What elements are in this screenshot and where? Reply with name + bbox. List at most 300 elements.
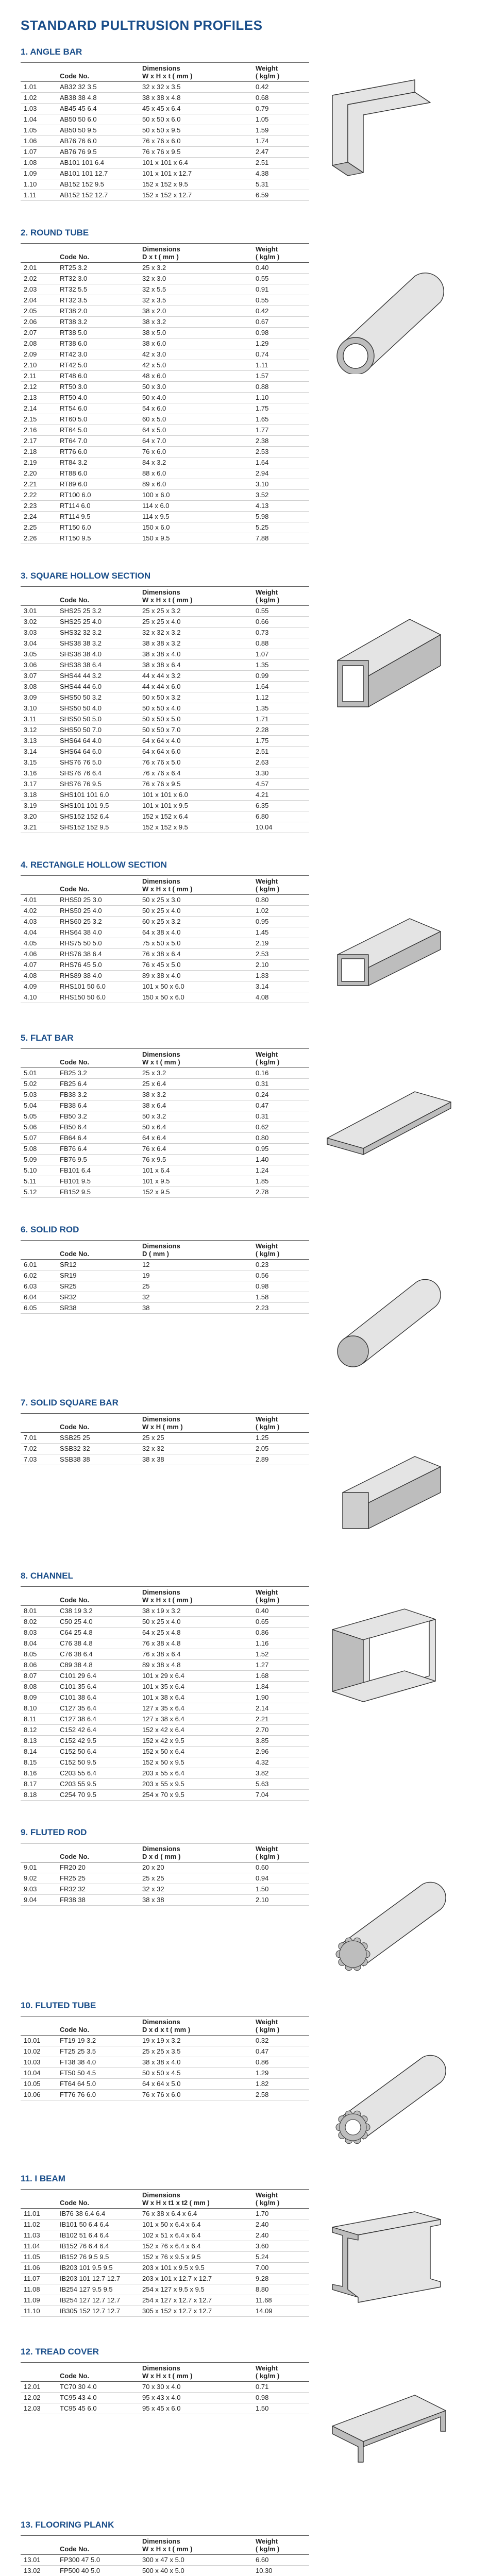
solid-square-bar-icon	[312, 1426, 466, 1544]
round-tube-icon	[312, 256, 466, 374]
dimensions: 45 x 45 x 6.4	[139, 104, 252, 114]
column-header: Weight ( kg/m )	[252, 1843, 309, 1862]
table-header-row	[21, 1414, 309, 1433]
item-number: 8.10	[21, 1703, 57, 1714]
code-number: SHS25 25 3.2	[57, 606, 139, 617]
code-number: FB64 6.4	[57, 1133, 139, 1144]
profile-drawing	[309, 1586, 468, 1717]
code-number: SHS50 50 3.2	[57, 692, 139, 703]
table-row	[21, 2036, 309, 2046]
code-number: SHS32 32 3.2	[57, 628, 139, 638]
weight: 2.96	[252, 1747, 309, 1757]
item-number: 8.07	[21, 1671, 57, 1682]
table-row	[21, 822, 309, 833]
column-header: Dimensions W x H x t ( mm )	[139, 2536, 252, 2555]
dimensions: 32 x 32 x 3.5	[139, 82, 252, 93]
dimensions: 70 x 30 x 4.0	[139, 2382, 252, 2393]
table-row	[21, 2209, 309, 2219]
code-number: IB76 38 6.4 6.4	[57, 2209, 139, 2219]
table-row	[21, 2252, 309, 2263]
column-header	[21, 1843, 57, 1862]
table-row	[21, 533, 309, 544]
dimensions: 25 x 6.4	[139, 1079, 252, 1090]
weight: 0.74	[252, 349, 309, 360]
weight: 1.65	[252, 414, 309, 425]
code-number: RT76 6.0	[57, 447, 139, 457]
weight: 1.29	[252, 2068, 309, 2079]
dimensions: 60 x 25 x 3.2	[139, 917, 252, 927]
column-header	[21, 2190, 57, 2209]
item-number: 2.21	[21, 479, 57, 490]
item-number: 8.18	[21, 1790, 57, 1801]
item-number: 8.01	[21, 1606, 57, 1617]
code-number: SHS76 76 5.0	[57, 757, 139, 768]
item-number: 6.04	[21, 1292, 57, 1303]
sections-container	[21, 47, 468, 2576]
item-number: 8.02	[21, 1617, 57, 1628]
column-header: Weight ( kg/m )	[252, 1414, 309, 1433]
table-row	[21, 2263, 309, 2274]
item-number: 3.07	[21, 671, 57, 682]
dimensions: 76 x 76 x 6.4	[139, 768, 252, 779]
column-header: Weight ( kg/m )	[252, 1241, 309, 1260]
dimensions: 42 x 5.0	[139, 360, 252, 371]
angle-inner	[348, 92, 430, 173]
weight: 1.52	[252, 1649, 309, 1660]
table-row	[21, 1292, 309, 1303]
item-number: 1.04	[21, 114, 57, 125]
item-number: 12.03	[21, 2403, 57, 2414]
weight: 11.68	[252, 2295, 309, 2306]
item-number: 3.20	[21, 811, 57, 822]
profile-drawing	[309, 2535, 468, 2576]
column-header: Weight ( kg/m )	[252, 244, 309, 263]
item-number: 2.14	[21, 403, 57, 414]
weight: 0.42	[252, 306, 309, 317]
code-number: AB50 50 6.0	[57, 114, 139, 125]
dimensions: 38 x 3.2	[139, 1090, 252, 1100]
spec-table	[21, 1413, 309, 1465]
section-title: 10. FLUTED TUBE	[21, 2001, 96, 2010]
code-number: FB25 6.4	[57, 1079, 139, 1090]
dimensions: 64 x 64 x 4.0	[139, 736, 252, 747]
table-row	[21, 992, 309, 1003]
column-header: Weight ( kg/m )	[252, 63, 309, 82]
table-row	[21, 2403, 309, 2414]
weight: 0.55	[252, 274, 309, 284]
table-row	[21, 692, 309, 703]
code-number: AB76 76 6.0	[57, 136, 139, 147]
profile-drawing	[309, 1240, 468, 1371]
code-number: RT60 5.0	[57, 414, 139, 425]
item-number: 13.01	[21, 2555, 57, 2566]
column-header: Code No.	[57, 587, 139, 606]
code-number: RT32 5.5	[57, 284, 139, 295]
code-number: RT32 3.0	[57, 274, 139, 284]
table-row	[21, 1090, 309, 1100]
table-row	[21, 338, 309, 349]
table-row	[21, 2046, 309, 2057]
table-row	[21, 93, 309, 104]
table-row	[21, 2219, 309, 2230]
code-number: RT38 6.0	[57, 338, 139, 349]
section-body	[21, 1413, 468, 1544]
weight: 0.65	[252, 1617, 309, 1628]
item-number: 2.04	[21, 295, 57, 306]
code-number: RHS89 38 4.0	[57, 971, 139, 981]
item-number: 10.04	[21, 2068, 57, 2079]
profile-drawing	[309, 2016, 468, 2147]
table-row	[21, 190, 309, 201]
code-number: RT88 6.0	[57, 468, 139, 479]
item-number: 1.08	[21, 158, 57, 168]
item-number: 8.15	[21, 1757, 57, 1768]
table-row	[21, 274, 309, 284]
dimensions: 25 x 25	[139, 1873, 252, 1884]
dimensions: 38 x 38 x 4.0	[139, 649, 252, 660]
table-row	[21, 1444, 309, 1454]
table-row	[21, 114, 309, 125]
column-header	[21, 2363, 57, 2382]
table-row	[21, 1281, 309, 1292]
dimensions: 95 x 43 x 4.0	[139, 2393, 252, 2403]
table-row	[21, 1703, 309, 1714]
item-number: 3.18	[21, 790, 57, 801]
table-row	[21, 906, 309, 917]
weight: 2.23	[252, 1303, 309, 1314]
dimensions: 89 x 6.0	[139, 479, 252, 490]
dimensions: 101 x 50 x 6.0	[139, 981, 252, 992]
dimensions: 101 x 101 x 6.0	[139, 790, 252, 801]
column-header: Code No.	[57, 1049, 139, 1068]
section-body	[21, 1240, 468, 1371]
dimensions: 76 x 9.5	[139, 1155, 252, 1165]
item-number: 8.08	[21, 1682, 57, 1692]
table-row	[21, 2295, 309, 2306]
weight: 0.73	[252, 628, 309, 638]
square-hollow-icon	[312, 599, 466, 717]
weight: 0.31	[252, 1111, 309, 1122]
table-row	[21, 1757, 309, 1768]
item-number: 5.01	[21, 1068, 57, 1079]
item-number: 2.19	[21, 457, 57, 468]
dimensions: 38 x 6.4	[139, 1100, 252, 1111]
item-number: 4.01	[21, 895, 57, 906]
dimensions: 50 x 3.2	[139, 1111, 252, 1122]
column-header: Code No.	[57, 1414, 139, 1433]
fluted-tube-end	[336, 2111, 370, 2143]
code-number: RT50 4.0	[57, 393, 139, 403]
dimensions: 32	[139, 1292, 252, 1303]
item-number: 8.17	[21, 1779, 57, 1790]
dimensions: 89 x 38 x 4.0	[139, 971, 252, 981]
column-header: Weight ( kg/m )	[252, 876, 309, 895]
code-number: IB254 127 9.5 9.5	[57, 2284, 139, 2295]
weight: 0.32	[252, 2036, 309, 2046]
code-number: SHS152 152 9.5	[57, 822, 139, 833]
column-header: Code No.	[57, 2536, 139, 2555]
code-number: SR12	[57, 1260, 139, 1270]
code-number: SR32	[57, 1292, 139, 1303]
section-fluted-rod	[21, 1827, 468, 1974]
code-number: SHS44 44 3.2	[57, 671, 139, 682]
section-body	[21, 875, 468, 1006]
weight: 0.66	[252, 617, 309, 628]
weight: 2.05	[252, 1444, 309, 1454]
table-row	[21, 371, 309, 382]
item-number: 11.10	[21, 2306, 57, 2317]
dimensions: 89 x 38 x 4.8	[139, 1660, 252, 1671]
code-number: TC95 43 4.0	[57, 2393, 139, 2403]
column-header: Dimensions W x H x t ( mm )	[139, 876, 252, 895]
code-number: SHS44 44 6.0	[57, 682, 139, 692]
table-row	[21, 1079, 309, 1090]
item-number: 3.21	[21, 822, 57, 833]
dimensions: 101 x 9.5	[139, 1176, 252, 1187]
code-number: FT19 19 3.2	[57, 2036, 139, 2046]
spec-table	[21, 243, 309, 544]
weight: 1.85	[252, 1176, 309, 1187]
dimensions: 42 x 3.0	[139, 349, 252, 360]
table-row	[21, 981, 309, 992]
dimensions: 152 x 152 x 9.5	[139, 822, 252, 833]
item-number: 7.02	[21, 1444, 57, 1454]
dimensions: 50 x 50 x 4.5	[139, 2068, 252, 2079]
table-header-row	[21, 1587, 309, 1606]
table-row	[21, 949, 309, 960]
weight: 4.13	[252, 501, 309, 512]
code-number: RHS75 50 5.0	[57, 938, 139, 949]
section-title: 8. CHANNEL	[21, 1571, 74, 1581]
table-row	[21, 447, 309, 457]
column-header	[21, 244, 57, 263]
section-title: 5. FLAT BAR	[21, 1033, 74, 1043]
weight: 0.55	[252, 606, 309, 617]
section-flooring-plank	[21, 2520, 468, 2576]
dimensions: 20 x 20	[139, 1862, 252, 1873]
weight: 2.21	[252, 1714, 309, 1725]
flat-bar-icon	[312, 1061, 466, 1179]
section-solid-rod	[21, 1225, 468, 1371]
table-row	[21, 917, 309, 927]
dimensions: 38 x 38 x 4.8	[139, 93, 252, 104]
weight: 2.51	[252, 747, 309, 757]
column-header: Weight ( kg/m )	[252, 587, 309, 606]
item-number: 3.13	[21, 736, 57, 747]
code-number: FR20 20	[57, 1862, 139, 1873]
spec-table	[21, 1240, 309, 1314]
table-row	[21, 468, 309, 479]
column-header: Code No.	[57, 244, 139, 263]
weight: 3.60	[252, 2241, 309, 2252]
table-row	[21, 82, 309, 93]
dimensions: 76 x 38 x 6.4 x 6.4	[139, 2209, 252, 2219]
code-number: RHS60 25 3.2	[57, 917, 139, 927]
section-square-hollow-section	[21, 571, 468, 833]
code-number: TC95 45 6.0	[57, 2403, 139, 2414]
section-round-tube	[21, 228, 468, 544]
code-number: FP500 40 5.0	[57, 2566, 139, 2576]
dimensions: 254 x 70 x 9.5	[139, 1790, 252, 1801]
item-number: 11.08	[21, 2284, 57, 2295]
code-number: C127 35 6.4	[57, 1703, 139, 1714]
weight: 4.32	[252, 1757, 309, 1768]
dimensions: 152 x 9.5	[139, 1187, 252, 1198]
weight: 0.60	[252, 1862, 309, 1873]
weight: 5.31	[252, 179, 309, 190]
dimensions: 203 x 55 x 9.5	[139, 1779, 252, 1790]
weight: 1.50	[252, 1884, 309, 1895]
weight: 1.07	[252, 649, 309, 660]
weight: 3.52	[252, 490, 309, 501]
dimensions: 152 x 152 x 9.5	[139, 179, 252, 190]
table-row	[21, 168, 309, 179]
item-number: 4.03	[21, 917, 57, 927]
column-header: Weight ( kg/m )	[252, 2190, 309, 2209]
table-row	[21, 895, 309, 906]
code-number: RT38 2.0	[57, 306, 139, 317]
table-row	[21, 425, 309, 436]
item-number: 10.06	[21, 2090, 57, 2100]
weight: 7.04	[252, 1790, 309, 1801]
weight: 0.98	[252, 1281, 309, 1292]
weight: 0.98	[252, 2393, 309, 2403]
item-number: 10.05	[21, 2079, 57, 2090]
dimensions: 50 x 50 x 4.0	[139, 703, 252, 714]
item-number: 11.02	[21, 2219, 57, 2230]
table-row	[21, 1884, 309, 1895]
code-number: IB101 50 6.4 6.4	[57, 2219, 139, 2230]
item-number: 5.06	[21, 1122, 57, 1133]
dimensions: 50 x 3.0	[139, 382, 252, 393]
weight: 0.42	[252, 82, 309, 93]
table-row	[21, 479, 309, 490]
code-number: FB101 9.5	[57, 1176, 139, 1187]
weight: 2.10	[252, 1895, 309, 1906]
table-header-row	[21, 1049, 309, 1068]
item-number: 4.02	[21, 906, 57, 917]
code-number: SHS25 25 4.0	[57, 617, 139, 628]
item-number: 6.02	[21, 1270, 57, 1281]
weight: 1.11	[252, 360, 309, 371]
dimensions: 152 x 76 x 6.4 x 6.4	[139, 2241, 252, 2252]
dimensions: 38 x 2.0	[139, 306, 252, 317]
code-number: C76 38 4.8	[57, 1638, 139, 1649]
code-number: FR25 25	[57, 1873, 139, 1884]
weight: 0.88	[252, 638, 309, 649]
table-row	[21, 360, 309, 371]
code-number: RHS50 25 4.0	[57, 906, 139, 917]
dimensions: 32 x 32	[139, 1444, 252, 1454]
rhs-hole	[342, 959, 364, 981]
table-row	[21, 2241, 309, 2252]
dimensions: 25 x 25 x 4.0	[139, 617, 252, 628]
table-row	[21, 617, 309, 628]
dimensions: 84 x 3.2	[139, 457, 252, 468]
item-number: 5.03	[21, 1090, 57, 1100]
section-title: 6. SOLID ROD	[21, 1225, 79, 1234]
code-number: AB32 32 3.5	[57, 82, 139, 93]
dimensions: 38 x 38	[139, 1454, 252, 1465]
dimensions: 38 x 38	[139, 1895, 252, 1906]
weight: 2.40	[252, 2219, 309, 2230]
item-number: 2.05	[21, 306, 57, 317]
weight: 10.30	[252, 2566, 309, 2576]
table-row	[21, 628, 309, 638]
weight: 1.75	[252, 736, 309, 747]
weight: 0.24	[252, 1090, 309, 1100]
code-number: SR25	[57, 1281, 139, 1292]
weight: 3.30	[252, 768, 309, 779]
column-header: Dimensions W x H x t ( mm )	[139, 587, 252, 606]
weight: 0.47	[252, 1100, 309, 1111]
weight: 1.59	[252, 125, 309, 136]
section-flat-bar	[21, 1033, 468, 1198]
dimensions: 60 x 5.0	[139, 414, 252, 425]
code-number: C127 38 6.4	[57, 1714, 139, 1725]
dimensions: 76 x 38 x 6.4	[139, 1649, 252, 1660]
column-header	[21, 1241, 57, 1260]
weight: 5.98	[252, 512, 309, 522]
section-body	[21, 1586, 468, 1801]
weight: 2.51	[252, 158, 309, 168]
section-body	[21, 586, 468, 833]
table-row	[21, 522, 309, 533]
table-row	[21, 1176, 309, 1187]
spec-table	[21, 875, 309, 1003]
code-number: RHS64 38 4.0	[57, 927, 139, 938]
table-row	[21, 1133, 309, 1144]
table-row	[21, 1433, 309, 1444]
table-row	[21, 2284, 309, 2295]
item-number: 10.01	[21, 2036, 57, 2046]
item-number: 3.04	[21, 638, 57, 649]
item-number: 4.05	[21, 938, 57, 949]
weight: 1.10	[252, 393, 309, 403]
tread-cover-icon	[312, 2375, 466, 2493]
section-body	[21, 62, 468, 201]
dimensions: 38	[139, 1303, 252, 1314]
column-header: Weight ( kg/m )	[252, 2363, 309, 2382]
section-title: 11. I BEAM	[21, 2174, 65, 2183]
item-number: 6.01	[21, 1260, 57, 1270]
table-row	[21, 501, 309, 512]
table-row	[21, 1790, 309, 1801]
table-row	[21, 703, 309, 714]
table-row	[21, 2274, 309, 2284]
table-row	[21, 927, 309, 938]
code-number: SHS64 64 4.0	[57, 736, 139, 747]
column-header: Dimensions D ( mm )	[139, 1241, 252, 1260]
table-row	[21, 606, 309, 617]
code-number: AB45 45 6.4	[57, 104, 139, 114]
angle-face	[332, 80, 415, 165]
column-header: Weight ( kg/m )	[252, 2016, 309, 2036]
dimensions: 101 x 101 x 6.4	[139, 158, 252, 168]
dimensions: 76 x 38 x 6.4	[139, 949, 252, 960]
item-number: 2.16	[21, 425, 57, 436]
dimensions: 76 x 76 x 9.5	[139, 779, 252, 790]
table-row	[21, 725, 309, 736]
code-number: IB152 76 9.5 9.5	[57, 2252, 139, 2263]
table-row	[21, 2068, 309, 2079]
code-number: RT25 3.2	[57, 263, 139, 274]
shs-hole	[343, 666, 363, 702]
table-row	[21, 1187, 309, 1198]
table-row	[21, 1768, 309, 1779]
table-row	[21, 317, 309, 328]
table-row	[21, 2393, 309, 2403]
